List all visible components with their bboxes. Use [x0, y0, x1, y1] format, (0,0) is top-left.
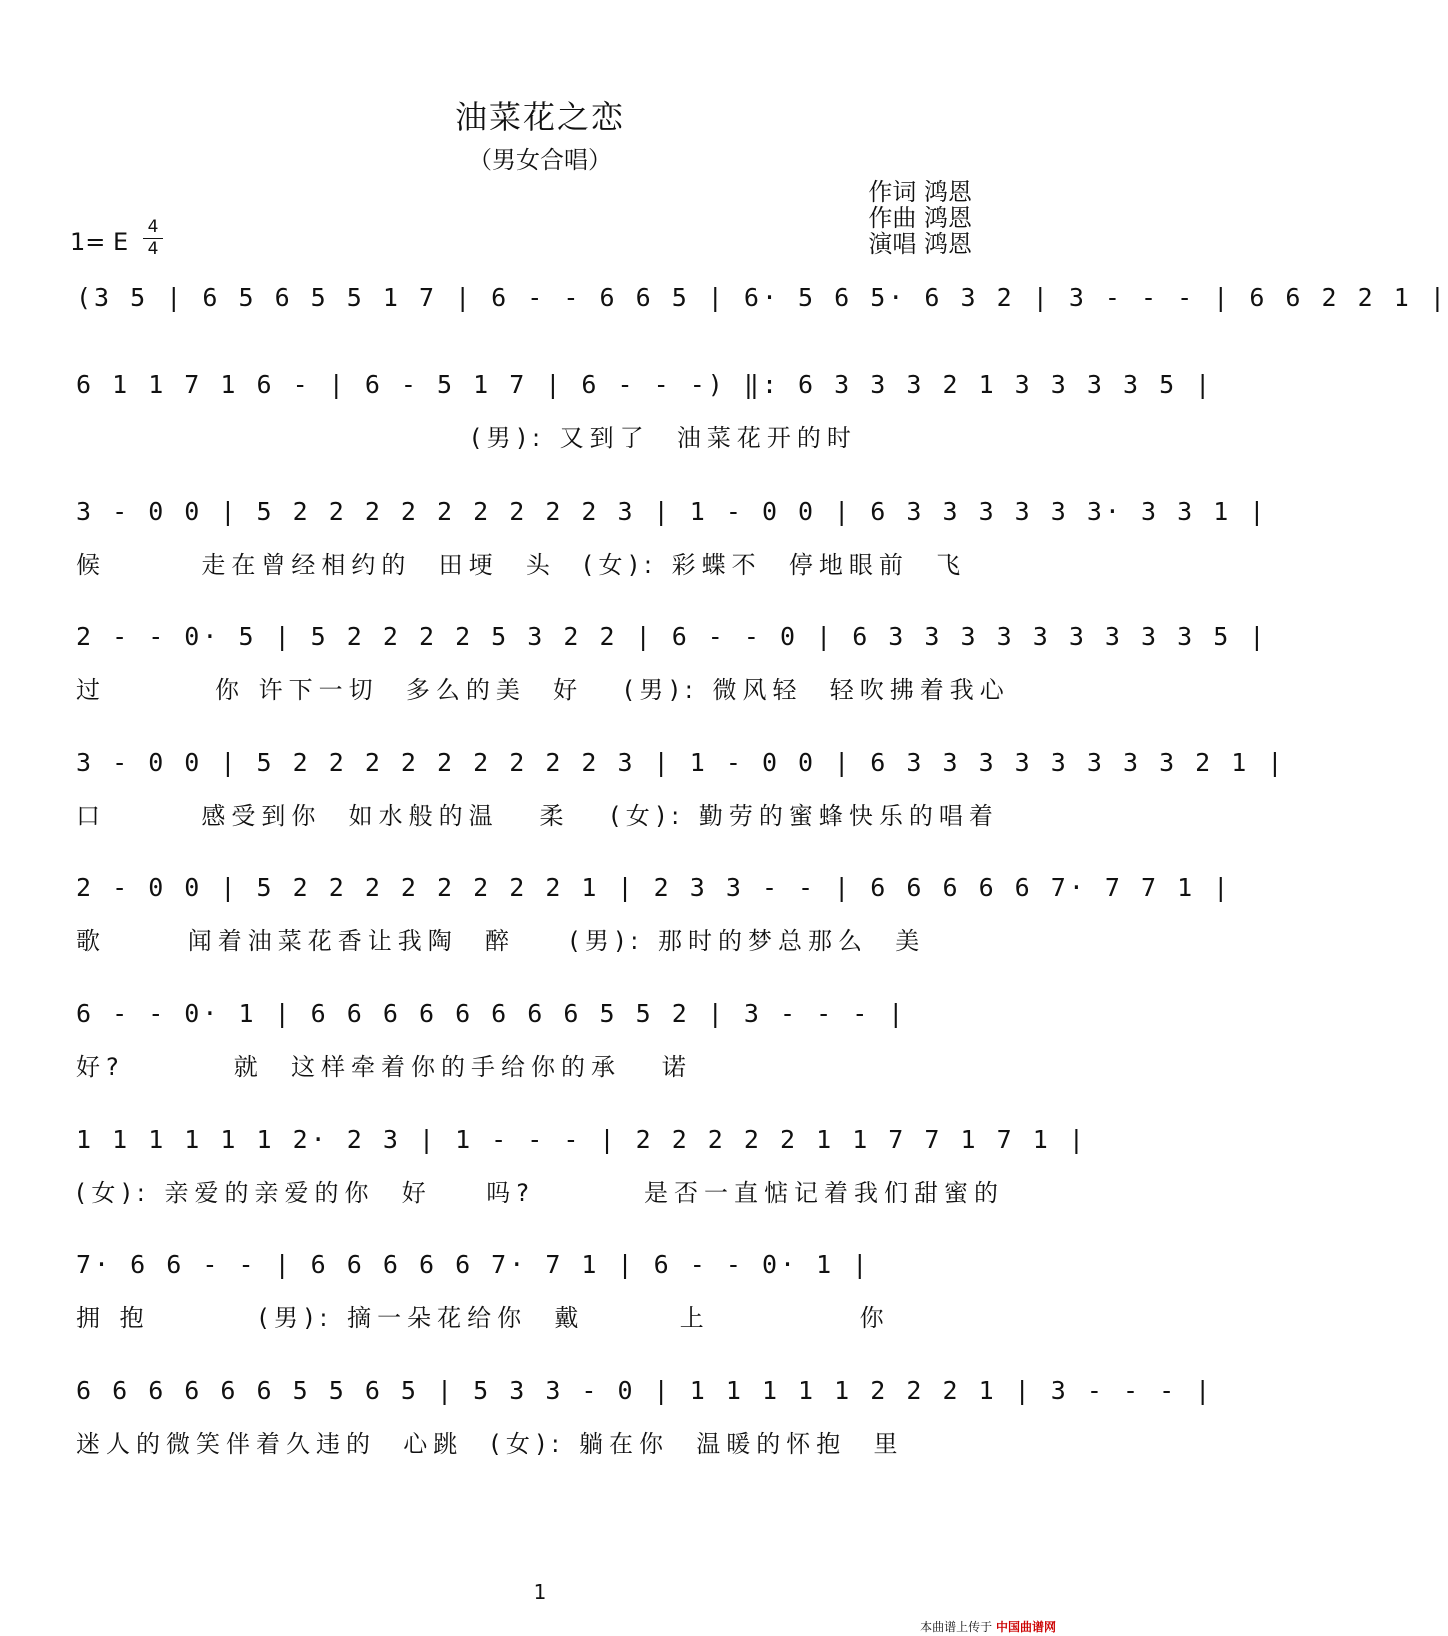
notation-line: 3 - 0 0 | 5 2 2 2 2 2 2 2 2 2 3 | 1 - 0 0 | 6 3 3 3 3 3 3 3 3 2 1 |: [76, 748, 1286, 777]
notation-line: 6 - - 0· 1 | 6 6 6 6 6 6 6 6 5 5 2 | 3 - - - |: [76, 999, 907, 1028]
lyric-line: 候 走在曾经相约的 田埂 头 (女): 彩蝶不 停地眼前 飞: [76, 551, 967, 579]
lyricist-credit: 作词 鸿恩: [868, 178, 972, 206]
lyric-line: (男): 又到了 油菜花开的时: [76, 424, 857, 452]
singer-credit: 演唱 鸿恩: [868, 230, 972, 258]
footer-text: 本曲谱上传于: [920, 1620, 993, 1634]
notation-line: 7· 6 6 - - | 6 6 6 6 6 7· 7 1 | 6 - - 0· 1 |: [76, 1250, 871, 1279]
lyric-line: 好? 就 这样牵着你的手给你的承 诺: [76, 1053, 692, 1081]
notation-line: 3 - 0 0 | 5 2 2 2 2 2 2 2 2 2 3 | 1 - 0 0 | 6 3 3 3 3 3 3· 3 3 1 |: [76, 497, 1268, 526]
lyric-line: 口 感受到你 如水般的温 柔 (女): 勤劳的蜜蜂快乐的唱着: [76, 802, 999, 830]
lyric-line: 拥 抱 (男): 摘一朵花给你 戴 上 你: [76, 1304, 890, 1332]
notation-line: 6 6 6 6 6 6 5 5 6 5 | 5 3 3 - 0 | 1 1 1 1 1 2 2 2 1 | 3 - - - |: [76, 1376, 1214, 1405]
page-number: 1: [533, 1580, 547, 1604]
notation-line: 2 - 0 0 | 5 2 2 2 2 2 2 2 2 1 | 2 3 3 - - | 6 6 6 6 6 7· 7 7 1 |: [76, 873, 1232, 902]
key-signature: 1= E: [70, 228, 129, 256]
time-signature-top: 4: [147, 217, 159, 237]
footer-credit: [920, 1618, 1056, 1635]
time-signature: [143, 218, 163, 259]
notation-line: (3 5 | 6 5 6 5 5 1 7 | 6 - - 6 6 5 | 6· 5 6 5· 6 3 2 | 3 - - - | 6 6 2 2 1 |: [76, 283, 1448, 312]
lyric-line: 迷人的微笑伴着久违的 心跳 (女): 躺在你 温暖的怀抱 里: [76, 1430, 904, 1458]
lyric-line: 过 你 许下一切 多么的美 好 (男): 微风轻 轻吹拂着我心: [76, 676, 1010, 704]
lyric-line: (女): 亲爱的亲爱的你 好 吗? 是否一直惦记着我们甜蜜的: [76, 1179, 1004, 1207]
notation-line: 1 1 1 1 1 1 2· 2 3 | 1 - - - | 2 2 2 2 2 1 1 7 7 1 7 1 |: [76, 1125, 1087, 1154]
lyric-line: 歌 闻着油菜花香让我陶 醉 (男): 那时的梦总那么 美: [76, 927, 926, 955]
song-title: 油菜花之恋: [454, 98, 625, 136]
notation-line: 2 - - 0· 5 | 5 2 2 2 2 5 3 2 2 | 6 - - 0 | 6 3 3 3 3 3 3 3 3 3 5 |: [76, 622, 1268, 651]
notation-line: 6 1 1 7 1 6 - | 6 - 5 1 7 | 6 - - -) ‖: 6 3 3 3 2 1 3 3 3 3 5 |: [76, 370, 1214, 399]
composer-credit: 作曲 鸿恩: [868, 204, 972, 232]
time-signature-bottom: 4: [147, 239, 159, 259]
site-logo: 中国曲谱网: [995, 1620, 1056, 1634]
song-subtitle: （男女合唱）: [468, 146, 612, 174]
